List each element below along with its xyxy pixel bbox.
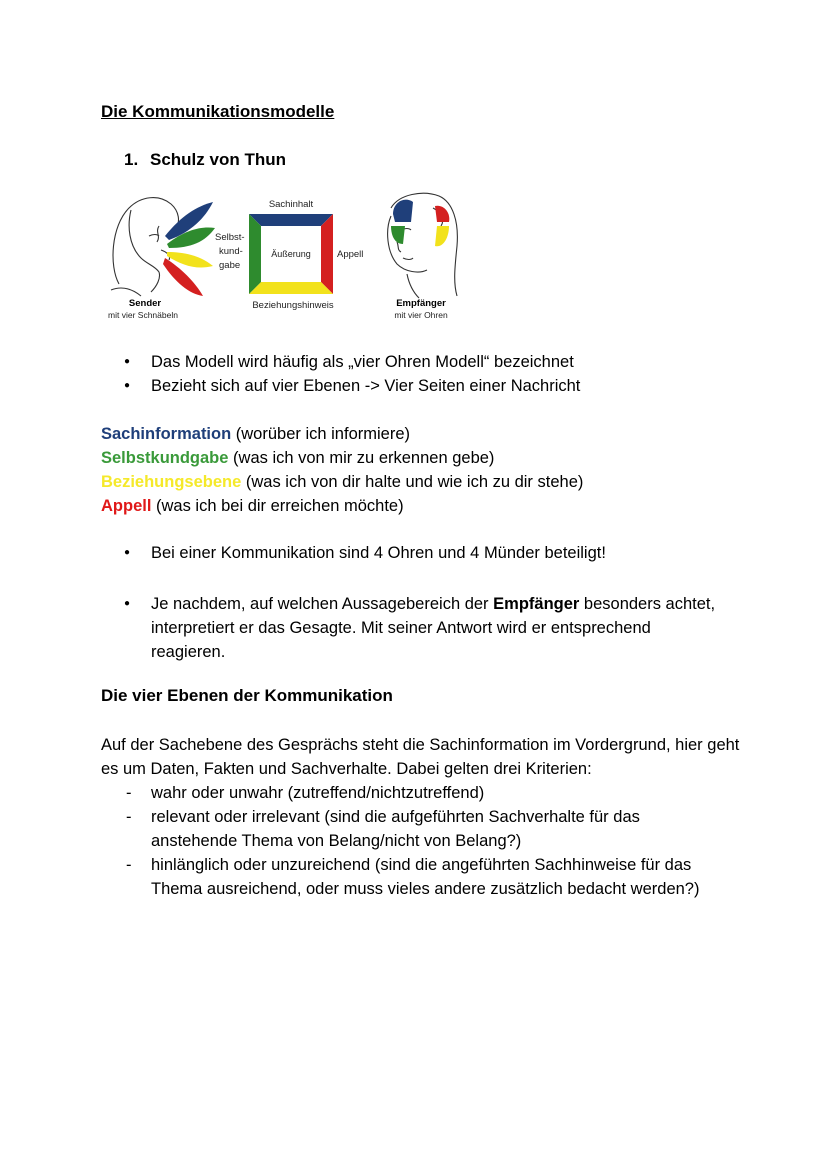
four-ears-model-diagram xyxy=(101,186,471,326)
beziehungshinweis-label: Beziehungshinweis xyxy=(252,300,334,311)
level-desc: (was ich von dir halte und wie ich zu dir stehe) xyxy=(241,473,584,491)
text-segment: besonders achtet, interpretiert er das Gesagte. Mit seiner Antwort wird er entsprechend reagieren. xyxy=(151,595,716,661)
level-desc: (was ich bei dir erreichen möchte) xyxy=(151,497,404,515)
level-appell xyxy=(101,494,583,518)
list-item: ● Bei einer Kommunikation sind 4 Ohren und 4 Münder beteiligt! xyxy=(124,541,606,565)
section-heading-vier-ebenen: Die vier Ebenen der Kommunikation xyxy=(101,686,393,705)
four-levels-list xyxy=(101,422,583,518)
square-right-red xyxy=(321,214,333,294)
sender-sublabel: mit vier Schnäbeln xyxy=(108,310,178,320)
list-item: ● Das Modell wird häufig als „vier Ohren Modell“ bezeichnet xyxy=(124,350,580,374)
level-selbstkundgabe xyxy=(101,446,583,470)
level-desc: (worüber ich informiere) xyxy=(231,425,410,443)
level-name: Selbstkundgabe xyxy=(101,449,229,467)
section-heading-schulz-von-thun xyxy=(124,150,286,170)
receiver-label: Empfänger xyxy=(396,298,446,309)
text-segment: Je nachdem, auf welchen Aussagebereich der xyxy=(151,595,494,613)
section-heading-text: Schulz von Thun xyxy=(150,150,286,169)
list-item: - wahr oder unwahr (zutreffend/nichtzutreffend) xyxy=(124,781,721,805)
ear-yellow-shape xyxy=(435,226,449,246)
selbstkundgabe-label: Selbst- kund- gabe xyxy=(215,232,245,271)
level-name: Beziehungsebene xyxy=(101,473,242,491)
square-bottom-yellow xyxy=(249,282,333,294)
appell-label: Appell xyxy=(337,249,364,260)
level-desc: (was ich von mir zu erkennen gebe) xyxy=(228,449,495,467)
receiver-sublabel: mit vier Ohren xyxy=(394,310,448,320)
square-top-blue xyxy=(249,214,333,226)
emphasis-text: Empfänger xyxy=(493,595,580,613)
communication-bullet-list-1 xyxy=(124,541,606,565)
criteria-list xyxy=(124,781,721,901)
sachinhalt-label: Sachinhalt xyxy=(268,199,314,210)
intro-paragraph: Auf der Sachebene des Gesprächs steht die Sachinformation im Vordergrund, hier geht es um Daten, Fakten und Sachverhalte. Dabei gelten drei Kriterien: xyxy=(101,736,740,778)
level-name: Appell xyxy=(101,497,152,515)
list-item: - hinlänglich oder unzureichend (sind die angeführten Sachhinweise für das Thema ausreichend, oder muss vieles andere zusätzlich bedacht werden?) xyxy=(124,853,721,901)
model-bullet-list xyxy=(124,350,580,398)
page-title: Die Kommunikationsmodelle xyxy=(101,102,335,121)
list-item xyxy=(124,592,724,664)
section-number: 1. xyxy=(124,150,139,169)
ear-blue-shape xyxy=(393,200,413,222)
sender-label: Sender xyxy=(128,298,162,309)
square-left-green xyxy=(249,214,261,294)
ear-green-shape xyxy=(391,226,405,244)
communication-bullet-list-2 xyxy=(124,592,724,664)
level-sachinformation xyxy=(101,422,583,446)
level-beziehungsebene xyxy=(101,470,583,494)
list-item: - relevant oder irrelevant (sind die aufgeführten Sachverhalte für das anstehende Thema von Belang/nicht von Belang?) xyxy=(124,805,721,853)
ear-red-shape xyxy=(435,206,449,222)
list-item: ● Bezieht sich auf vier Ebenen -> Vier Seiten einer Nachricht xyxy=(124,374,580,398)
level-name: Sachinformation xyxy=(101,425,232,443)
aeusserung-label: Äußerung xyxy=(271,249,311,259)
sender-head-illustration xyxy=(111,198,178,296)
